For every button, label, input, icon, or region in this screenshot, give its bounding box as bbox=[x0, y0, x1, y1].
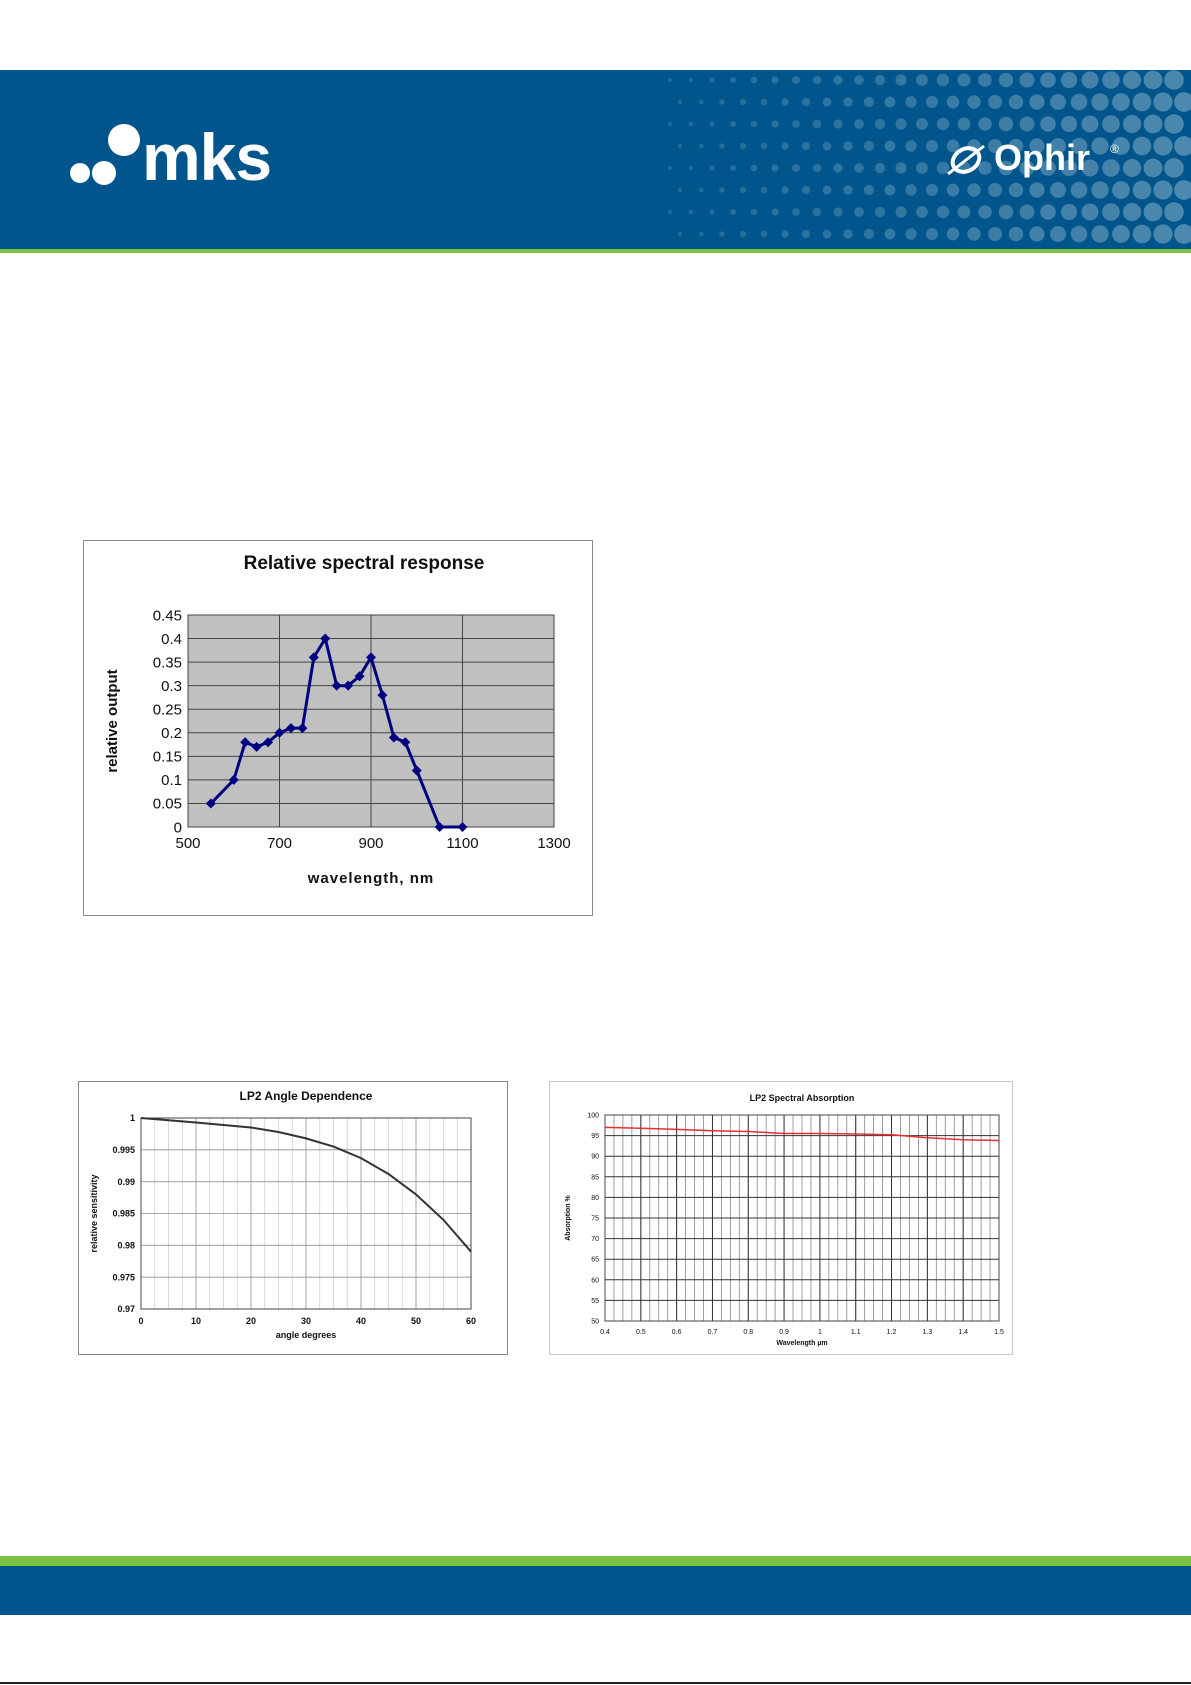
dot-decoration bbox=[978, 117, 992, 131]
dot-decoration bbox=[1174, 180, 1191, 200]
y-tick-label: 0.15 bbox=[152, 748, 182, 766]
dot-decoration bbox=[823, 142, 832, 151]
y-tick-label: 0.05 bbox=[152, 795, 182, 813]
dot-decoration bbox=[719, 187, 725, 193]
dot-decoration bbox=[761, 99, 768, 106]
dot-decoration bbox=[1009, 227, 1024, 242]
dot-decoration bbox=[937, 74, 949, 86]
dot-decoration bbox=[730, 165, 736, 171]
dot-decoration bbox=[751, 77, 758, 84]
dot-decoration bbox=[895, 118, 906, 129]
x-tick-label: 1 bbox=[817, 1329, 822, 1336]
chart-title: LP2 Spectral Absorption bbox=[749, 1093, 855, 1103]
dot-decoration bbox=[730, 77, 736, 83]
x-tick-label: 0.4 bbox=[600, 1329, 610, 1336]
dot-decoration bbox=[1174, 136, 1191, 156]
x-tick-label: 1.1 bbox=[850, 1329, 861, 1336]
dot-decoration bbox=[1123, 159, 1141, 177]
dot-decoration bbox=[999, 205, 1013, 219]
dot-decoration bbox=[771, 76, 778, 83]
y-tick-label: 0.1 bbox=[161, 772, 182, 790]
dot-decoration bbox=[1153, 224, 1172, 243]
x-tick-label: 1.3 bbox=[922, 1329, 933, 1336]
spectral-response-chart bbox=[83, 540, 593, 916]
dot-decoration bbox=[833, 207, 842, 216]
y-tick-label: 1 bbox=[129, 1113, 135, 1124]
dot-decoration bbox=[885, 229, 896, 240]
dot-decoration bbox=[813, 164, 822, 173]
dot-decoration bbox=[1091, 137, 1108, 154]
y-axis-label: relative sensitivity bbox=[89, 1174, 99, 1253]
dot-decoration bbox=[699, 188, 704, 193]
x-tick-label: 1300 bbox=[537, 835, 571, 852]
angle-dependence-chart bbox=[78, 1081, 508, 1355]
dot-decoration bbox=[709, 165, 714, 170]
dot-decoration bbox=[1091, 225, 1108, 242]
dot-decoration bbox=[947, 184, 960, 197]
dot-decoration bbox=[761, 187, 768, 194]
x-tick-label: 500 bbox=[175, 835, 201, 852]
dot-decoration bbox=[843, 141, 852, 150]
dot-decoration bbox=[1071, 94, 1088, 111]
y-tick-label: 0.99 bbox=[117, 1176, 135, 1187]
y-tick-label: 100 bbox=[587, 1112, 599, 1120]
y-tick-label: 95 bbox=[591, 1133, 599, 1141]
y-axis-label: relative output bbox=[104, 669, 121, 773]
dot-decoration bbox=[1102, 71, 1120, 89]
dot-decoration bbox=[864, 141, 874, 151]
dot-decoration bbox=[1091, 93, 1108, 110]
dot-decoration bbox=[905, 228, 916, 239]
dot-decoration bbox=[802, 186, 810, 194]
dot-decoration bbox=[937, 206, 949, 218]
dot-decoration bbox=[905, 184, 916, 195]
dot-decoration bbox=[1123, 115, 1141, 133]
dot-decoration bbox=[864, 97, 874, 107]
dot-decoration bbox=[885, 185, 896, 196]
y-tick-label: 55 bbox=[591, 1297, 599, 1305]
dot-decoration bbox=[864, 185, 874, 195]
y-tick-label: 0.97 bbox=[117, 1304, 135, 1315]
y-tick-label: 60 bbox=[591, 1277, 599, 1285]
y-tick-label: 85 bbox=[591, 1174, 599, 1182]
x-tick-label: 0.7 bbox=[707, 1329, 718, 1336]
dot-decoration bbox=[1091, 181, 1108, 198]
dot-decoration bbox=[875, 207, 885, 217]
y-tick-label: 0.25 bbox=[152, 701, 182, 719]
dot-decoration bbox=[833, 119, 842, 128]
x-tick-label: 60 bbox=[465, 1316, 477, 1326]
x-tick-label: 0 bbox=[138, 1316, 144, 1326]
dot-decoration bbox=[1112, 93, 1130, 111]
dot-decoration bbox=[689, 122, 694, 127]
dot-decoration bbox=[1082, 204, 1099, 221]
dot-decoration bbox=[1040, 116, 1056, 132]
dot-decoration bbox=[1102, 159, 1120, 177]
dot-decoration bbox=[1133, 225, 1152, 244]
footer-accent-stripe bbox=[0, 1556, 1191, 1566]
dot-decoration bbox=[1102, 115, 1120, 133]
y-tick-label: 75 bbox=[591, 1215, 599, 1223]
y-tick-label: 0.98 bbox=[117, 1240, 135, 1251]
dot-decoration bbox=[875, 75, 885, 85]
dot-decoration bbox=[792, 120, 800, 128]
dot-decoration bbox=[854, 75, 864, 85]
spectral-absorption-svg bbox=[550, 1082, 1012, 1354]
x-tick-label: 700 bbox=[266, 835, 293, 852]
dot-decoration bbox=[885, 141, 896, 152]
dot-decoration bbox=[1144, 159, 1163, 178]
dot-decoration bbox=[958, 74, 971, 87]
dot-decoration bbox=[709, 77, 714, 82]
dot-decoration bbox=[843, 97, 852, 106]
dot-decoration bbox=[967, 183, 980, 196]
dot-decoration bbox=[916, 162, 928, 174]
y-tick-label: 0.995 bbox=[112, 1144, 135, 1155]
y-tick-label: 90 bbox=[591, 1153, 599, 1161]
dot-decoration bbox=[947, 96, 960, 109]
dot-decoration bbox=[967, 95, 980, 108]
mks-brand-name: mks bbox=[142, 120, 272, 194]
dot-decoration bbox=[895, 74, 906, 85]
dot-decoration bbox=[1029, 182, 1044, 197]
dot-decoration bbox=[792, 76, 800, 84]
dot-decoration bbox=[926, 140, 938, 152]
dot-decoration bbox=[751, 209, 758, 216]
dot-decoration bbox=[740, 187, 746, 193]
dot-decoration bbox=[1174, 224, 1191, 244]
dot-decoration bbox=[823, 186, 832, 195]
chart-title: Relative spectral response bbox=[243, 553, 485, 574]
dot-decoration bbox=[1133, 93, 1152, 112]
y-tick-label: 0.3 bbox=[161, 677, 182, 695]
dot-decoration bbox=[1112, 181, 1130, 199]
header-accent-stripe bbox=[0, 249, 1191, 253]
dot-decoration bbox=[988, 227, 1002, 241]
dot-decoration bbox=[1009, 183, 1024, 198]
x-tick-label: 10 bbox=[190, 1316, 202, 1326]
y-tick-label: 65 bbox=[591, 1256, 599, 1264]
dot-decoration bbox=[1020, 205, 1035, 220]
dot-decoration bbox=[916, 206, 928, 218]
dot-decoration bbox=[916, 118, 928, 130]
dot-decoration bbox=[1153, 180, 1172, 199]
dot-decoration bbox=[813, 76, 822, 85]
dot-decoration bbox=[699, 144, 704, 149]
dot-decoration bbox=[1133, 137, 1152, 156]
dot-decoration bbox=[833, 75, 842, 84]
dot-decoration bbox=[1020, 73, 1035, 88]
dot-decoration bbox=[1133, 181, 1152, 200]
dot-decoration bbox=[761, 231, 768, 238]
x-axis-label: Wavelength µm bbox=[776, 1340, 828, 1347]
dot-decoration bbox=[1102, 203, 1120, 221]
dot-decoration bbox=[926, 96, 938, 108]
dot-decoration bbox=[875, 163, 885, 173]
page-bottom-rule bbox=[0, 1682, 1191, 1684]
dot-decoration bbox=[1061, 116, 1077, 132]
dot-decoration bbox=[781, 98, 789, 106]
x-tick-label: 0.6 bbox=[671, 1329, 682, 1336]
x-tick-label: 1.4 bbox=[958, 1329, 969, 1336]
dot-decoration bbox=[926, 184, 938, 196]
y-tick-label: 70 bbox=[591, 1236, 599, 1244]
dot-decoration bbox=[978, 205, 992, 219]
dot-decoration bbox=[719, 231, 725, 237]
dot-decoration bbox=[668, 78, 672, 82]
dot-decoration bbox=[1164, 202, 1184, 222]
dot-decoration bbox=[709, 209, 714, 214]
dot-decoration bbox=[761, 143, 768, 150]
dot-decoration bbox=[1071, 182, 1088, 199]
dot-decoration bbox=[1164, 158, 1184, 178]
x-tick-label: 30 bbox=[300, 1316, 312, 1326]
x-tick-label: 1.5 bbox=[994, 1329, 1004, 1336]
dot-decoration bbox=[781, 230, 789, 238]
dot-decoration bbox=[771, 208, 778, 215]
angle-dependence-svg bbox=[79, 1082, 507, 1354]
dot-decoration bbox=[730, 121, 736, 127]
x-axis-label: angle degrees bbox=[275, 1330, 337, 1340]
dot-decoration bbox=[916, 74, 928, 86]
dot-decoration bbox=[678, 188, 682, 192]
dot-decoration bbox=[999, 117, 1013, 131]
dot-decoration bbox=[854, 119, 864, 129]
dot-decoration bbox=[1040, 72, 1056, 88]
ophir-brand-name: Ophir bbox=[994, 137, 1090, 178]
dot-decoration bbox=[958, 206, 971, 219]
dot-decoration bbox=[1164, 114, 1184, 134]
dot-decoration bbox=[751, 165, 758, 172]
dot-decoration bbox=[751, 121, 758, 128]
dot-decoration bbox=[823, 98, 832, 107]
dot-decoration bbox=[926, 228, 938, 240]
y-tick-label: 50 bbox=[591, 1318, 599, 1326]
dot-decoration bbox=[833, 163, 842, 172]
dot-decoration bbox=[1029, 226, 1044, 241]
footer-banner bbox=[0, 1566, 1191, 1615]
dot-decoration bbox=[905, 96, 916, 107]
dot-decoration bbox=[1020, 117, 1035, 132]
dot-decoration bbox=[802, 230, 810, 238]
dot-decoration bbox=[678, 100, 682, 104]
dot-decoration bbox=[668, 210, 672, 214]
x-tick-label: 20 bbox=[245, 1316, 257, 1326]
dot-decoration bbox=[875, 119, 885, 129]
y-tick-label: 0.35 bbox=[152, 654, 182, 672]
dot-decoration bbox=[1144, 203, 1163, 222]
x-tick-label: 50 bbox=[410, 1316, 422, 1326]
dot-decoration bbox=[802, 142, 810, 150]
dot-decoration bbox=[730, 209, 736, 215]
dot-decoration bbox=[843, 229, 852, 238]
dot-decoration bbox=[740, 143, 746, 149]
dot-decoration bbox=[823, 230, 832, 239]
dot-decoration bbox=[1040, 204, 1056, 220]
dot-decoration bbox=[689, 210, 694, 215]
dot-decoration bbox=[895, 206, 906, 217]
x-tick-label: 0.8 bbox=[743, 1329, 754, 1336]
dot-decoration bbox=[771, 164, 778, 171]
dot-decoration bbox=[1050, 226, 1066, 242]
dot-decoration bbox=[854, 207, 864, 217]
dot-decoration bbox=[1061, 72, 1077, 88]
dot-decoration bbox=[937, 118, 949, 130]
dot-decoration bbox=[947, 228, 960, 241]
dot-decoration bbox=[885, 97, 896, 108]
x-tick-label: 1100 bbox=[446, 835, 479, 852]
dot-decoration bbox=[1071, 226, 1088, 243]
y-tick-label: 0.985 bbox=[112, 1208, 135, 1219]
dot-decoration bbox=[740, 99, 746, 105]
dot-decoration bbox=[668, 122, 672, 126]
dot-decoration bbox=[699, 232, 704, 237]
dot-decoration bbox=[668, 166, 672, 170]
dot-decoration bbox=[1153, 136, 1172, 155]
chart-title: LP2 Angle Dependence bbox=[239, 1089, 373, 1103]
dot-decoration bbox=[792, 164, 800, 172]
dot-decoration bbox=[958, 118, 971, 131]
dot-decoration bbox=[719, 99, 725, 105]
dot-decoration bbox=[1174, 92, 1191, 112]
x-tick-label: 1.2 bbox=[886, 1329, 897, 1336]
dot-decoration bbox=[678, 144, 682, 148]
x-axis-label: wavelength, nm bbox=[307, 870, 435, 887]
dot-decoration bbox=[719, 143, 725, 149]
dot-decoration bbox=[1050, 182, 1066, 198]
x-tick-label: 0.5 bbox=[635, 1329, 646, 1336]
dot-decoration bbox=[678, 232, 682, 236]
dot-decoration bbox=[1082, 116, 1099, 133]
dot-decoration bbox=[781, 142, 789, 150]
dot-decoration bbox=[689, 166, 694, 171]
dot-decoration bbox=[1144, 115, 1163, 134]
dot-decoration bbox=[843, 185, 852, 194]
x-tick-label: 40 bbox=[355, 1316, 367, 1326]
dot-decoration bbox=[854, 163, 864, 173]
dot-decoration bbox=[1112, 225, 1130, 243]
x-tick-label: 0.9 bbox=[779, 1329, 789, 1336]
dot-decoration bbox=[988, 95, 1002, 109]
dot-decoration bbox=[1123, 203, 1141, 221]
dot-decoration bbox=[1123, 71, 1141, 89]
y-tick-label: 0.975 bbox=[112, 1272, 135, 1283]
dot-decoration bbox=[699, 100, 704, 105]
dot-decoration bbox=[1050, 94, 1066, 110]
dot-decoration bbox=[1082, 72, 1099, 89]
x-tick-label: 900 bbox=[358, 835, 384, 852]
y-tick-label: 0.45 bbox=[152, 607, 182, 625]
spectral-absorption-chart bbox=[549, 1081, 1013, 1355]
dot-decoration bbox=[1144, 71, 1163, 90]
spectral-response-svg bbox=[84, 541, 592, 915]
dot-decoration bbox=[967, 227, 980, 240]
dot-decoration bbox=[792, 208, 800, 216]
dot-decoration bbox=[1164, 70, 1184, 90]
dot-decoration bbox=[709, 121, 714, 126]
y-tick-label: 0.4 bbox=[161, 630, 182, 648]
dot-decoration bbox=[740, 231, 746, 237]
dot-decoration bbox=[771, 120, 778, 127]
registered-mark: ® bbox=[1110, 142, 1119, 156]
dot-decoration bbox=[895, 162, 906, 173]
y-tick-label: 0.2 bbox=[161, 725, 182, 743]
y-axis-label: Absorption % bbox=[565, 1195, 572, 1241]
dot-decoration bbox=[999, 73, 1013, 87]
dot-decoration bbox=[1153, 92, 1172, 111]
dot-decoration bbox=[802, 98, 810, 106]
dot-decoration bbox=[689, 78, 694, 83]
dot-decoration bbox=[978, 73, 992, 87]
dot-decoration bbox=[1029, 94, 1044, 109]
dot-decoration bbox=[813, 208, 822, 217]
dot-decoration bbox=[864, 229, 874, 239]
dot-decoration bbox=[905, 140, 916, 151]
y-tick-label: 80 bbox=[591, 1194, 599, 1202]
dot-decoration bbox=[781, 186, 789, 194]
dot-decoration bbox=[1061, 204, 1077, 220]
dot-decoration bbox=[988, 183, 1002, 197]
dot-decoration bbox=[813, 120, 822, 129]
y-tick-label: 0 bbox=[173, 819, 182, 837]
dot-decoration bbox=[1009, 95, 1024, 110]
